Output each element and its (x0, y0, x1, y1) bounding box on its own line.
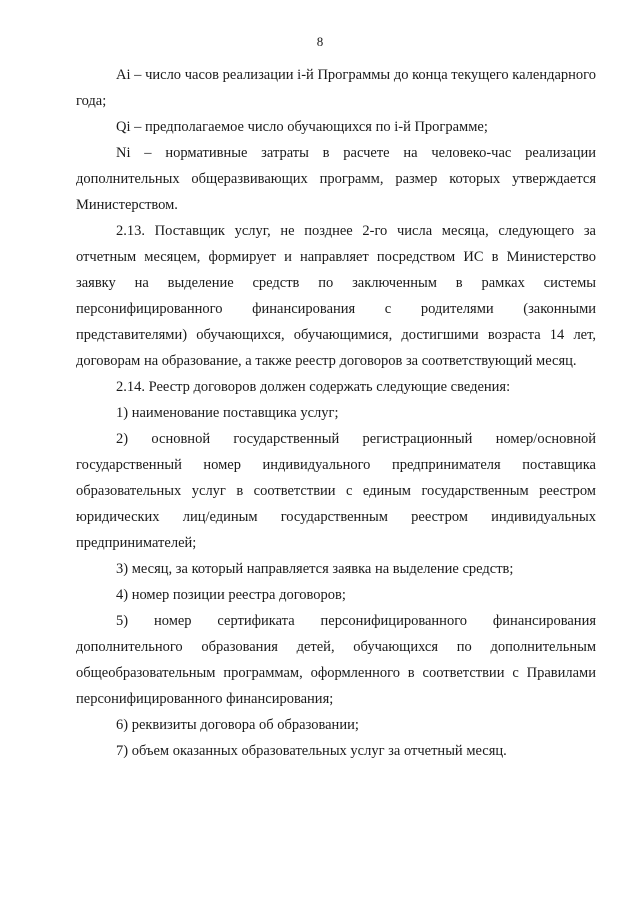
list-item-4: 4) номер позиции реестра договоров; (116, 587, 346, 603)
page-number: 8 (316, 34, 324, 49)
list-item-6: 6) реквизиты договора об образовании; (116, 717, 359, 733)
paragraph-2-13: 2.13. Поставщик услуг, не позднее 2-го числа месяца, следующего за отчетным месяцем, формирует и направляет посредством ИС в Министерство заявку на выделение средств по заключенным в рамках системы персонифицированного финансирования с родителями (законными представителями) обучающихся, обучающимися, достигшими возраста 14 лет, договорам на образование, а также реестр договоров за соответствующий месяц. (76, 223, 596, 369)
paragraph-qi-definition: Qi – предполагаемое число обучающихся по i-й Программе; (116, 119, 488, 135)
list-item-1: 1) наименование поставщика услуг; (116, 405, 339, 421)
list-item-7: 7) объем оказанных образовательных услуг за отчетный месяц. (116, 743, 507, 759)
paragraph-ni-definition: Ni – нормативные затраты в расчете на человеко-час реализации дополнительных общеразвивающих программ, размер которых утверждается Министерством. (76, 145, 596, 213)
list-item-2: 2) основной государственный регистрационный номер/основной государственный номер индивидуального предпринимателя поставщика образовательных услуг в соответствии с единым государственным реестром юридических лиц/единым государственным реестром индивидуальных предпринимателей; (76, 431, 596, 551)
list-item-3: 3) месяц, за который направляется заявка на выделение средств; (116, 561, 514, 577)
list-item-5: 5) номер сертификата персонифицированного финансирования дополнительного образования детей, обучающихся по дополнительным общеобразовательным программам, оформленного в соответствии с Правилами персонифицированного финансирования; (76, 613, 596, 707)
paragraph-2-14: 2.14. Реестр договоров должен содержать следующие сведения: (116, 379, 511, 395)
document-body (76, 62, 596, 764)
paragraph-ai-definition: Ai – число часов реализации i-й Программы до конца текущего календарного года; (76, 67, 596, 109)
